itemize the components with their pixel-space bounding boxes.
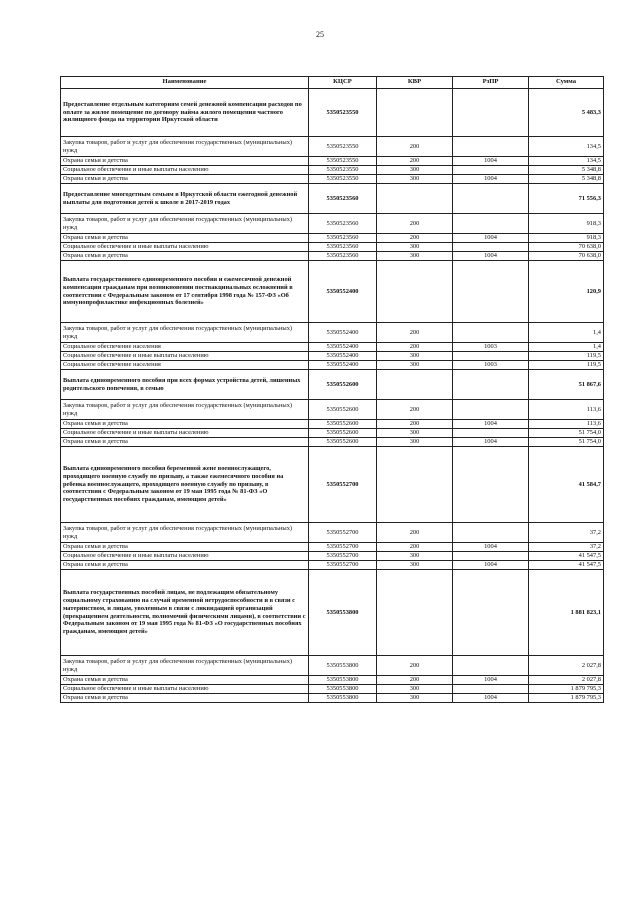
row-name-cell: Охрана семьи и детства <box>61 561 309 570</box>
row-name-cell: Закупка товаров, работ и услуг для обеспечения государственных (муниципальных) нужд <box>61 656 309 676</box>
table-row <box>61 214 604 234</box>
table-row <box>61 447 604 523</box>
table-row <box>61 343 604 352</box>
row-rzpr-cell <box>453 400 529 420</box>
row-kvr-cell: 300 <box>377 243 453 252</box>
table-body <box>61 89 604 703</box>
row-rzpr-cell: 1004 <box>453 420 529 429</box>
row-sum-cell: 71 556,3 <box>529 184 604 214</box>
row-kcsr-cell: 5350552600 <box>309 438 377 447</box>
row-rzpr-cell <box>453 429 529 438</box>
row-kvr-cell: 200 <box>377 214 453 234</box>
row-kvr-cell: 300 <box>377 361 453 370</box>
row-sum-cell: 120,9 <box>529 261 604 323</box>
row-sum-cell: 134,5 <box>529 157 604 166</box>
row-sum-cell: 70 638,0 <box>529 243 604 252</box>
row-sum-cell: 119,5 <box>529 361 604 370</box>
table-row <box>61 234 604 243</box>
row-rzpr-cell <box>453 370 529 400</box>
row-name-cell: Закупка товаров, работ и услуг для обеспечения государственных (муниципальных) нужд <box>61 137 309 157</box>
table-row <box>61 89 604 137</box>
table-row <box>61 137 604 157</box>
row-kcsr-cell: 5350553800 <box>309 685 377 694</box>
row-sum-cell: 918,3 <box>529 234 604 243</box>
row-name-cell: Охрана семьи и детства <box>61 676 309 685</box>
row-rzpr-cell <box>453 352 529 361</box>
row-kvr-cell: 300 <box>377 438 453 447</box>
table-row <box>61 429 604 438</box>
header-rzpr: РзПР <box>453 77 529 89</box>
row-kvr-cell: 300 <box>377 429 453 438</box>
row-name-cell: Закупка товаров, работ и услуг для обеспечения государственных (муниципальных) нужд <box>61 523 309 543</box>
row-sum-cell: 1 881 823,1 <box>529 570 604 656</box>
row-kvr-cell: 300 <box>377 252 453 261</box>
row-rzpr-cell: 1004 <box>453 676 529 685</box>
row-kvr-cell: 200 <box>377 323 453 343</box>
row-sum-cell: 2 027,8 <box>529 656 604 676</box>
row-kcsr-cell: 5350523560 <box>309 243 377 252</box>
row-rzpr-cell: 1003 <box>453 361 529 370</box>
table-row <box>61 261 604 323</box>
table-row <box>61 361 604 370</box>
row-sum-cell: 41 547,5 <box>529 552 604 561</box>
row-sum-cell: 41 584,7 <box>529 447 604 523</box>
row-rzpr-cell <box>453 552 529 561</box>
row-kcsr-cell: 5350552700 <box>309 523 377 543</box>
row-kcsr-cell: 5350523550 <box>309 89 377 137</box>
row-sum-cell: 51 754,0 <box>529 429 604 438</box>
row-kvr-cell <box>377 447 453 523</box>
table-row <box>61 523 604 543</box>
table-row <box>61 552 604 561</box>
row-sum-cell: 5 348,8 <box>529 175 604 184</box>
row-rzpr-cell <box>453 261 529 323</box>
table-row <box>61 175 604 184</box>
table-row <box>61 323 604 343</box>
row-sum-cell: 918,3 <box>529 214 604 234</box>
table-row <box>61 676 604 685</box>
page-number: 25 <box>316 30 324 39</box>
table-row <box>61 561 604 570</box>
row-kcsr-cell: 5350553800 <box>309 676 377 685</box>
row-sum-cell: 5 348,8 <box>529 166 604 175</box>
row-kcsr-cell: 5350552600 <box>309 420 377 429</box>
row-rzpr-cell <box>453 214 529 234</box>
row-name-cell: Охрана семьи и детства <box>61 175 309 184</box>
row-rzpr-cell <box>453 656 529 676</box>
row-sum-cell: 51 867,6 <box>529 370 604 400</box>
header-kcsr: КЦСР <box>309 77 377 89</box>
row-rzpr-cell: 1004 <box>453 438 529 447</box>
row-kcsr-cell: 5350552400 <box>309 361 377 370</box>
row-sum-cell: 1,4 <box>529 323 604 343</box>
row-kvr-cell <box>377 89 453 137</box>
row-rzpr-cell <box>453 243 529 252</box>
row-rzpr-cell <box>453 184 529 214</box>
row-rzpr-cell: 1004 <box>453 157 529 166</box>
table-row <box>61 400 604 420</box>
row-name-cell: Социальное обеспечение и иные выплаты населению <box>61 352 309 361</box>
table-row <box>61 157 604 166</box>
row-kcsr-cell: 5350523560 <box>309 234 377 243</box>
table-row <box>61 438 604 447</box>
row-name-cell: Выплата государственного единовременного пособия и ежемесячной денежной компенсации гражданам при возникновении поствакцинальных осложнений в соответствии с Федеральным законом от 17 сентября 1998 года № 157-ФЗ «Об иммунопрофилактике инфекционных болезней» <box>61 261 309 323</box>
row-sum-cell: 119,5 <box>529 352 604 361</box>
row-kcsr-cell: 5350523550 <box>309 157 377 166</box>
row-kvr-cell: 300 <box>377 561 453 570</box>
table-row <box>61 685 604 694</box>
row-name-cell: Социальное обеспечение и иные выплаты населению <box>61 552 309 561</box>
row-rzpr-cell <box>453 323 529 343</box>
row-kvr-cell: 300 <box>377 694 453 703</box>
row-sum-cell: 5 483,3 <box>529 89 604 137</box>
row-name-cell: Социальное обеспечение и иные выплаты населению <box>61 685 309 694</box>
row-kvr-cell: 200 <box>377 157 453 166</box>
row-rzpr-cell: 1003 <box>453 343 529 352</box>
row-kcsr-cell: 5350552600 <box>309 429 377 438</box>
row-rzpr-cell <box>453 570 529 656</box>
row-kvr-cell: 200 <box>377 420 453 429</box>
row-kcsr-cell: 5350553800 <box>309 656 377 676</box>
row-sum-cell: 37,2 <box>529 523 604 543</box>
row-kvr-cell: 200 <box>377 234 453 243</box>
table-row <box>61 656 604 676</box>
row-sum-cell: 51 754,0 <box>529 438 604 447</box>
row-kcsr-cell: 5350523550 <box>309 175 377 184</box>
table-row <box>61 184 604 214</box>
row-rzpr-cell: 1004 <box>453 561 529 570</box>
row-rzpr-cell: 1004 <box>453 694 529 703</box>
row-rzpr-cell <box>453 523 529 543</box>
row-rzpr-cell: 1004 <box>453 543 529 552</box>
table-header-row <box>61 77 604 89</box>
row-kvr-cell: 200 <box>377 400 453 420</box>
row-name-cell: Охрана семьи и детства <box>61 694 309 703</box>
row-sum-cell: 113,6 <box>529 400 604 420</box>
row-kvr-cell: 300 <box>377 685 453 694</box>
row-name-cell: Охрана семьи и детства <box>61 234 309 243</box>
table-row <box>61 694 604 703</box>
header-name: Наименование <box>61 77 309 89</box>
row-name-cell: Предоставление отдельным категориям семей денежной компенсации расходов по оплате за жилое помещение по договору найма жилого помещения частного жилищного фонда на территории Иркутской области <box>61 89 309 137</box>
row-sum-cell: 1,4 <box>529 343 604 352</box>
row-kcsr-cell: 5350523550 <box>309 137 377 157</box>
row-rzpr-cell: 1004 <box>453 252 529 261</box>
row-kcsr-cell: 5350523560 <box>309 252 377 261</box>
row-name-cell: Охрана семьи и детства <box>61 252 309 261</box>
row-kcsr-cell: 5350552700 <box>309 561 377 570</box>
row-name-cell: Выплата единовременного пособия при всех формах устройства детей, лишенных родительского попечения, в семью <box>61 370 309 400</box>
row-kcsr-cell: 5350552400 <box>309 323 377 343</box>
row-rzpr-cell <box>453 137 529 157</box>
row-sum-cell: 1 879 795,3 <box>529 694 604 703</box>
table-row <box>61 252 604 261</box>
row-rzpr-cell: 1004 <box>453 175 529 184</box>
row-sum-cell: 41 547,5 <box>529 561 604 570</box>
row-kvr-cell: 300 <box>377 166 453 175</box>
row-kvr-cell <box>377 261 453 323</box>
row-name-cell: Социальное обеспечение населения <box>61 343 309 352</box>
budget-table <box>60 76 604 703</box>
row-kcsr-cell: 5350552700 <box>309 447 377 523</box>
row-name-cell: Закупка товаров, работ и услуг для обеспечения государственных (муниципальных) нужд <box>61 400 309 420</box>
header-kvr: КВР <box>377 77 453 89</box>
row-rzpr-cell <box>453 89 529 137</box>
row-name-cell: Охрана семьи и детства <box>61 438 309 447</box>
row-sum-cell: 2 027,8 <box>529 676 604 685</box>
row-kvr-cell: 200 <box>377 676 453 685</box>
table-row <box>61 543 604 552</box>
row-kvr-cell: 200 <box>377 343 453 352</box>
table-row <box>61 420 604 429</box>
row-kcsr-cell: 5350523550 <box>309 166 377 175</box>
row-name-cell: Социальное обеспечение и иные выплаты населению <box>61 166 309 175</box>
row-name-cell: Предоставление многодетным семьям в Иркутской области ежегодной денежной выплаты для подготовки детей к школе в 2017-2019 годах <box>61 184 309 214</box>
row-name-cell: Выплата единовременного пособия беременной жене военнослужащего, проходящего военную службу по призыву, а также ежемесячного пособия на ребенка военнослужащего, проходящего военную службу по призыву, в соответствии с Федеральным законом от 19 мая 1995 года № 81-ФЗ «О государственных пособиях гражданам, имеющим детей» <box>61 447 309 523</box>
table-row <box>61 243 604 252</box>
row-sum-cell: 1 879 795,3 <box>529 685 604 694</box>
row-kvr-cell: 300 <box>377 352 453 361</box>
row-rzpr-cell <box>453 685 529 694</box>
row-kvr-cell: 200 <box>377 523 453 543</box>
row-name-cell: Закупка товаров, работ и услуг для обеспечения государственных (муниципальных) нужд <box>61 214 309 234</box>
row-sum-cell: 70 638,0 <box>529 252 604 261</box>
row-kcsr-cell: 5350523560 <box>309 184 377 214</box>
row-sum-cell: 134,5 <box>529 137 604 157</box>
row-name-cell: Социальное обеспечение и иные выплаты населению <box>61 429 309 438</box>
row-kvr-cell: 300 <box>377 175 453 184</box>
table-row <box>61 570 604 656</box>
row-kcsr-cell: 5350552600 <box>309 370 377 400</box>
row-name-cell: Социальное обеспечение и иные выплаты населению <box>61 243 309 252</box>
table-row <box>61 352 604 361</box>
row-name-cell: Охрана семьи и детства <box>61 543 309 552</box>
row-kcsr-cell: 5350553800 <box>309 694 377 703</box>
row-kcsr-cell: 5350552400 <box>309 343 377 352</box>
row-kcsr-cell: 5350553800 <box>309 570 377 656</box>
row-kcsr-cell: 5350523560 <box>309 214 377 234</box>
row-kvr-cell <box>377 370 453 400</box>
row-sum-cell: 37,2 <box>529 543 604 552</box>
row-name-cell: Выплата государственных пособий лицам, не подлежащим обязательному социальному страхованию на случай временной нетрудоспособности и в связи с материнством, и лицам, уволенным в связи с ликвидацией организаций (прекращением деятельности, полномочий физическими лицами), в соответствии с Федеральным законом от 19 мая 1995 года № 81-ФЗ «О государственных пособиях гражданам, имеющим детей» <box>61 570 309 656</box>
row-kvr-cell: 200 <box>377 656 453 676</box>
header-sum: Сумма <box>529 77 604 89</box>
row-kvr-cell: 200 <box>377 543 453 552</box>
row-kcsr-cell: 5350552400 <box>309 352 377 361</box>
row-name-cell: Закупка товаров, работ и услуг для обеспечения государственных (муниципальных) нужд <box>61 323 309 343</box>
row-kcsr-cell: 5350552700 <box>309 552 377 561</box>
row-rzpr-cell <box>453 447 529 523</box>
row-kcsr-cell: 5350552600 <box>309 400 377 420</box>
row-rzpr-cell <box>453 166 529 175</box>
row-kcsr-cell: 5350552700 <box>309 543 377 552</box>
row-kvr-cell <box>377 570 453 656</box>
row-sum-cell: 113,6 <box>529 420 604 429</box>
table-row <box>61 166 604 175</box>
row-name-cell: Охрана семьи и детства <box>61 157 309 166</box>
row-kcsr-cell: 5350552400 <box>309 261 377 323</box>
table-row <box>61 370 604 400</box>
row-kvr-cell <box>377 184 453 214</box>
row-name-cell: Социальное обеспечение населения <box>61 361 309 370</box>
row-kvr-cell: 300 <box>377 552 453 561</box>
row-rzpr-cell: 1004 <box>453 234 529 243</box>
row-name-cell: Охрана семьи и детства <box>61 420 309 429</box>
row-kvr-cell: 200 <box>377 137 453 157</box>
